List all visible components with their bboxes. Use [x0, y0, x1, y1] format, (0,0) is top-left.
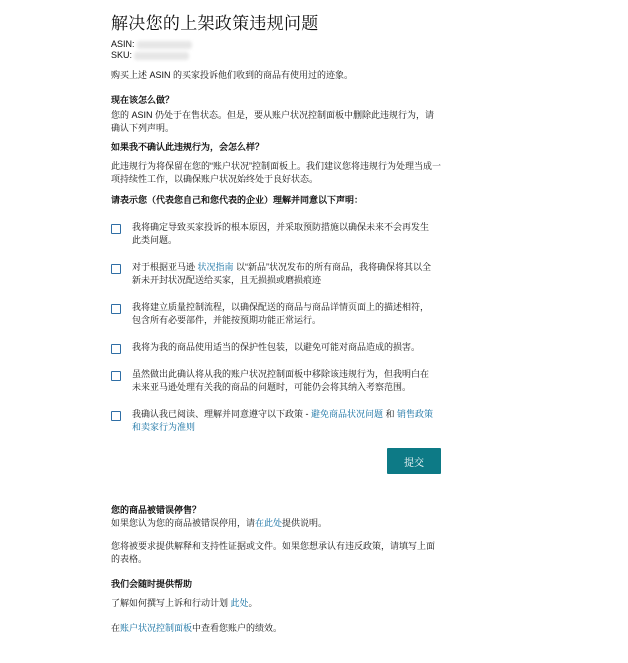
avoid-condition-issues-link[interactable]: 避免商品状况问题	[311, 409, 384, 419]
footer-text-part: 在	[111, 623, 121, 633]
declaration-text: 我将为我的商品使用适当的保护性包装，以避免可能对商品造成的损害。	[132, 342, 421, 352]
declaration-text-part: 我确认我已阅读、理解并同意遵守以下政策 -	[132, 409, 311, 419]
sku-row	[111, 50, 441, 61]
declaration-checkbox[interactable]	[111, 344, 121, 354]
asin-label: ASIN:	[111, 39, 135, 49]
declaration-item	[111, 301, 441, 327]
asin-value-redacted	[137, 41, 192, 49]
account-health-dashboard-link[interactable]: 账户状况控制面板	[120, 623, 193, 633]
declaration-text: 我将确定导致买家投诉的根本原因，并采取预防措施以确保未来不会再发生此类问题。	[132, 222, 430, 245]
section-unsure-heading: 如果我不确认此违规行为，会怎么样？	[111, 142, 265, 152]
declaration-item	[111, 261, 441, 287]
sku-label: SKU:	[111, 50, 133, 60]
submit-row	[111, 448, 441, 474]
declaration-item	[111, 221, 441, 247]
section-help-text: 了解如何撰写上诉和行动计划	[111, 598, 231, 608]
declaration-text-part: 以“新品”状况发布的所有商品，我将确保将其以全新未开封状况配送给买家，且无损损或磨损痕迹	[132, 262, 432, 285]
declaration-item	[111, 408, 441, 434]
selling-policies-link[interactable]: 销售政策和卖家行为准则	[132, 409, 434, 432]
condition-guidelines-link[interactable]: 状况指南	[197, 262, 234, 272]
declaration-text	[132, 408, 437, 434]
section-wrong-body	[111, 517, 441, 530]
section-wrong-text: 如果您认为您的商品被错误停用，请	[111, 518, 256, 528]
footer-text-part: 中查看您账户的绩效。	[192, 623, 283, 633]
section-now-heading: 现在该怎么做？	[111, 95, 175, 105]
section-help-body	[111, 597, 441, 610]
intro-text: 购买上述 ASIN 的买家投诉他们收到的商品有使用过的迹象。	[111, 70, 354, 80]
explain-here-link[interactable]: 在此处	[255, 518, 283, 528]
help-here-link[interactable]: 此处	[230, 598, 249, 608]
declaration-item	[111, 368, 441, 394]
declaration-text: 虽然做出此确认将从我的账户状况控制面板中移除该违规行为，但我明白在未来亚马逊处理有关我的商品的问题时，可能仍会将其纳入考察范围。	[132, 369, 430, 392]
declaration-checkbox[interactable]	[111, 224, 121, 234]
declaration-checkbox[interactable]	[111, 411, 121, 421]
declaration-text-part: 和	[383, 409, 398, 419]
section-now-body: 您的 ASIN 仍处于在售状态。但是，要从账户状况控制面板中删除此违规行为，请确认下列声明。	[111, 110, 435, 133]
declaration-heading: 请表示您（代表您自己和您代表的企业）理解并同意以下声明：	[111, 195, 364, 205]
page-content	[111, 0, 441, 635]
sku-value-redacted	[134, 52, 189, 60]
declaration-text: 我将建立质量控制流程，以确保配送的商品与商品详情页面上的描述相符，包含所有必要部件，并能按预期功能正常运行。	[132, 302, 430, 325]
declaration-checkbox[interactable]	[111, 371, 121, 381]
declaration-text	[132, 261, 437, 287]
declaration-item	[111, 341, 441, 354]
declaration-text-part: 对于根据亚马逊	[132, 262, 198, 272]
section-unsure-body: 此违规行为将保留在您的“账户状况”控制面板上。我们建议您将违规行为处理当成一项持续性工作，以确保账户状况始终处于良好状态。	[111, 161, 441, 184]
footer-text	[111, 622, 441, 635]
declaration-checkbox[interactable]	[111, 264, 121, 274]
section-wrong-text: 提供说明。	[282, 518, 328, 528]
page-title: 解决您的上架政策违规问题	[111, 14, 319, 33]
submit-button[interactable]: 提交	[387, 448, 441, 474]
declaration-checkbox[interactable]	[111, 304, 121, 314]
section-help-text: 。	[248, 598, 258, 608]
asin-row	[111, 39, 441, 50]
appeal-text: 您将被要求提供解释和支持性证据或文件。如果您想承认有违反政策，请填写上面的表格。	[111, 541, 436, 564]
section-help-heading: 我们会随时提供帮助	[111, 579, 193, 589]
section-wrong-heading: 您的商品被错误停售？	[111, 505, 202, 515]
